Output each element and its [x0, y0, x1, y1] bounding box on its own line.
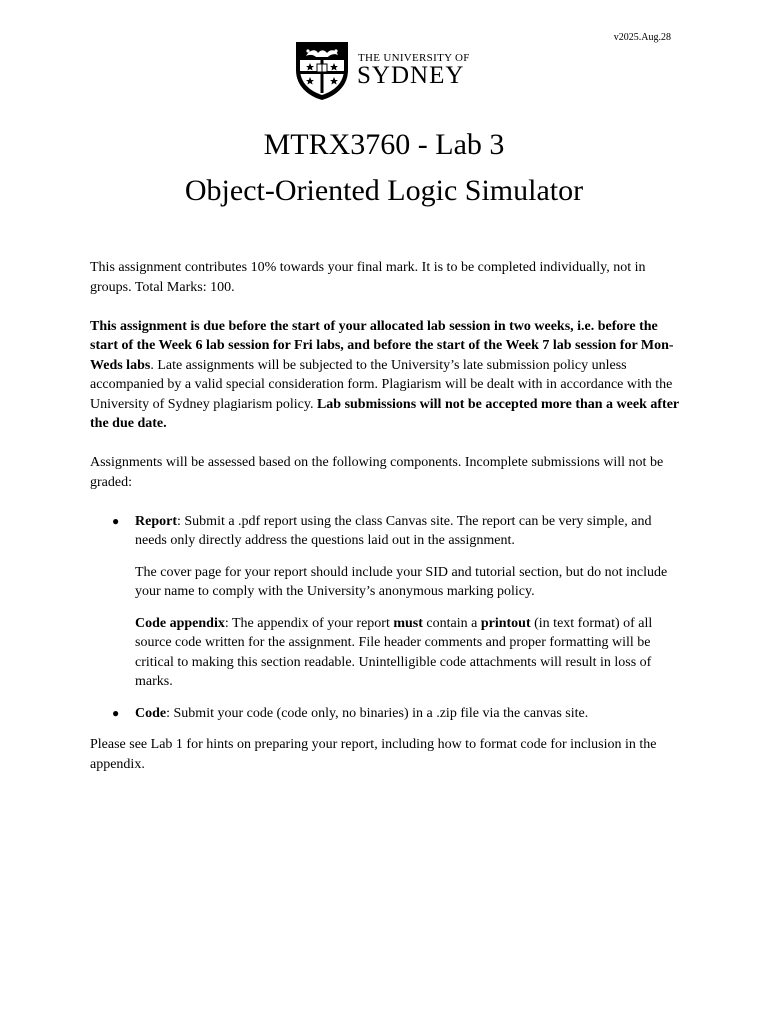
assessment-intro-paragraph: Assignments will be assessed based on the following components. Incomplete submissions will not be graded: [90, 455, 664, 490]
due-date-bold: This assignment is due before the start of your allocated lab session in two weeks, i.e. before the start of the Week 6 lab session for Fri labs, and before the start of the Week 7 lab session for Mon-Weds labs [90, 318, 674, 373]
logo-sydney: SYDNEY [357, 62, 465, 89]
code-label: Code [135, 705, 167, 721]
bullet-icon: ● [112, 513, 120, 528]
late-policy-text: . Late assignments will be subjected to the University’s late submission policy unless accompanied by a valid special consideration form. Plagiarism will be dealt with in accordance with the University of Sydney plagiarism policy. [90, 357, 673, 412]
printout-bold: printout [480, 615, 531, 631]
code-appendix-text: : The appendix of your report [224, 615, 394, 631]
report-label: Report [135, 513, 177, 529]
report-text: : Submit a .pdf report using the class Canvas site. The report can be very simple, and needs only directly address the questions laid out in the assignment. [135, 513, 652, 548]
code-appendix-label: Code appendix [135, 615, 225, 631]
must-bold: must [393, 615, 423, 631]
intro-paragraph: This assignment contributes 10% towards your final mark. It is to be completed individually, not in groups. Total Marks: 100. [90, 260, 646, 295]
due-date-paragraph [90, 317, 680, 434]
report-paragraph [135, 512, 680, 551]
bullet-icon: ● [112, 705, 120, 720]
cover-page-paragraph: The cover page for your report should include your SID and tutorial section, but do not include your name to comply with the University’s anonymous marking policy. [135, 564, 668, 599]
closing-paragraph: Please see Lab 1 for hints on preparing your report, including how to format code for inclusion in the appendix. [90, 737, 657, 772]
code-appendix-text: contain a [422, 615, 481, 631]
list-item-code [90, 704, 680, 724]
list-item-report [90, 512, 680, 692]
late-submission-bold: Lab submissions will not be accepted more than a week after the due date. [90, 396, 679, 431]
code-text: : Submit your code (code only, no binaries) in a .zip file via the canvas site. [166, 705, 589, 721]
university-crest-icon [294, 40, 350, 102]
page-title-course: MTRX3760 - Lab 3 [263, 128, 505, 161]
page-title-lab: Object-Oriented Logic Simulator [184, 174, 584, 207]
university-logo [294, 40, 474, 102]
code-paragraph [135, 704, 680, 724]
logo-university-of: THE UNIVERSITY OF [358, 52, 470, 64]
document-body [90, 258, 680, 794]
code-appendix-text: (in text format) of all source code written for the assignment. File header comments and proper formatting will be critical to making this section readable. Unintelligible code attachments will result in loss of marks. [135, 615, 653, 689]
version-label: v2025.Aug.28 [613, 32, 671, 43]
code-appendix-paragraph [135, 614, 680, 692]
component-list [90, 512, 680, 724]
